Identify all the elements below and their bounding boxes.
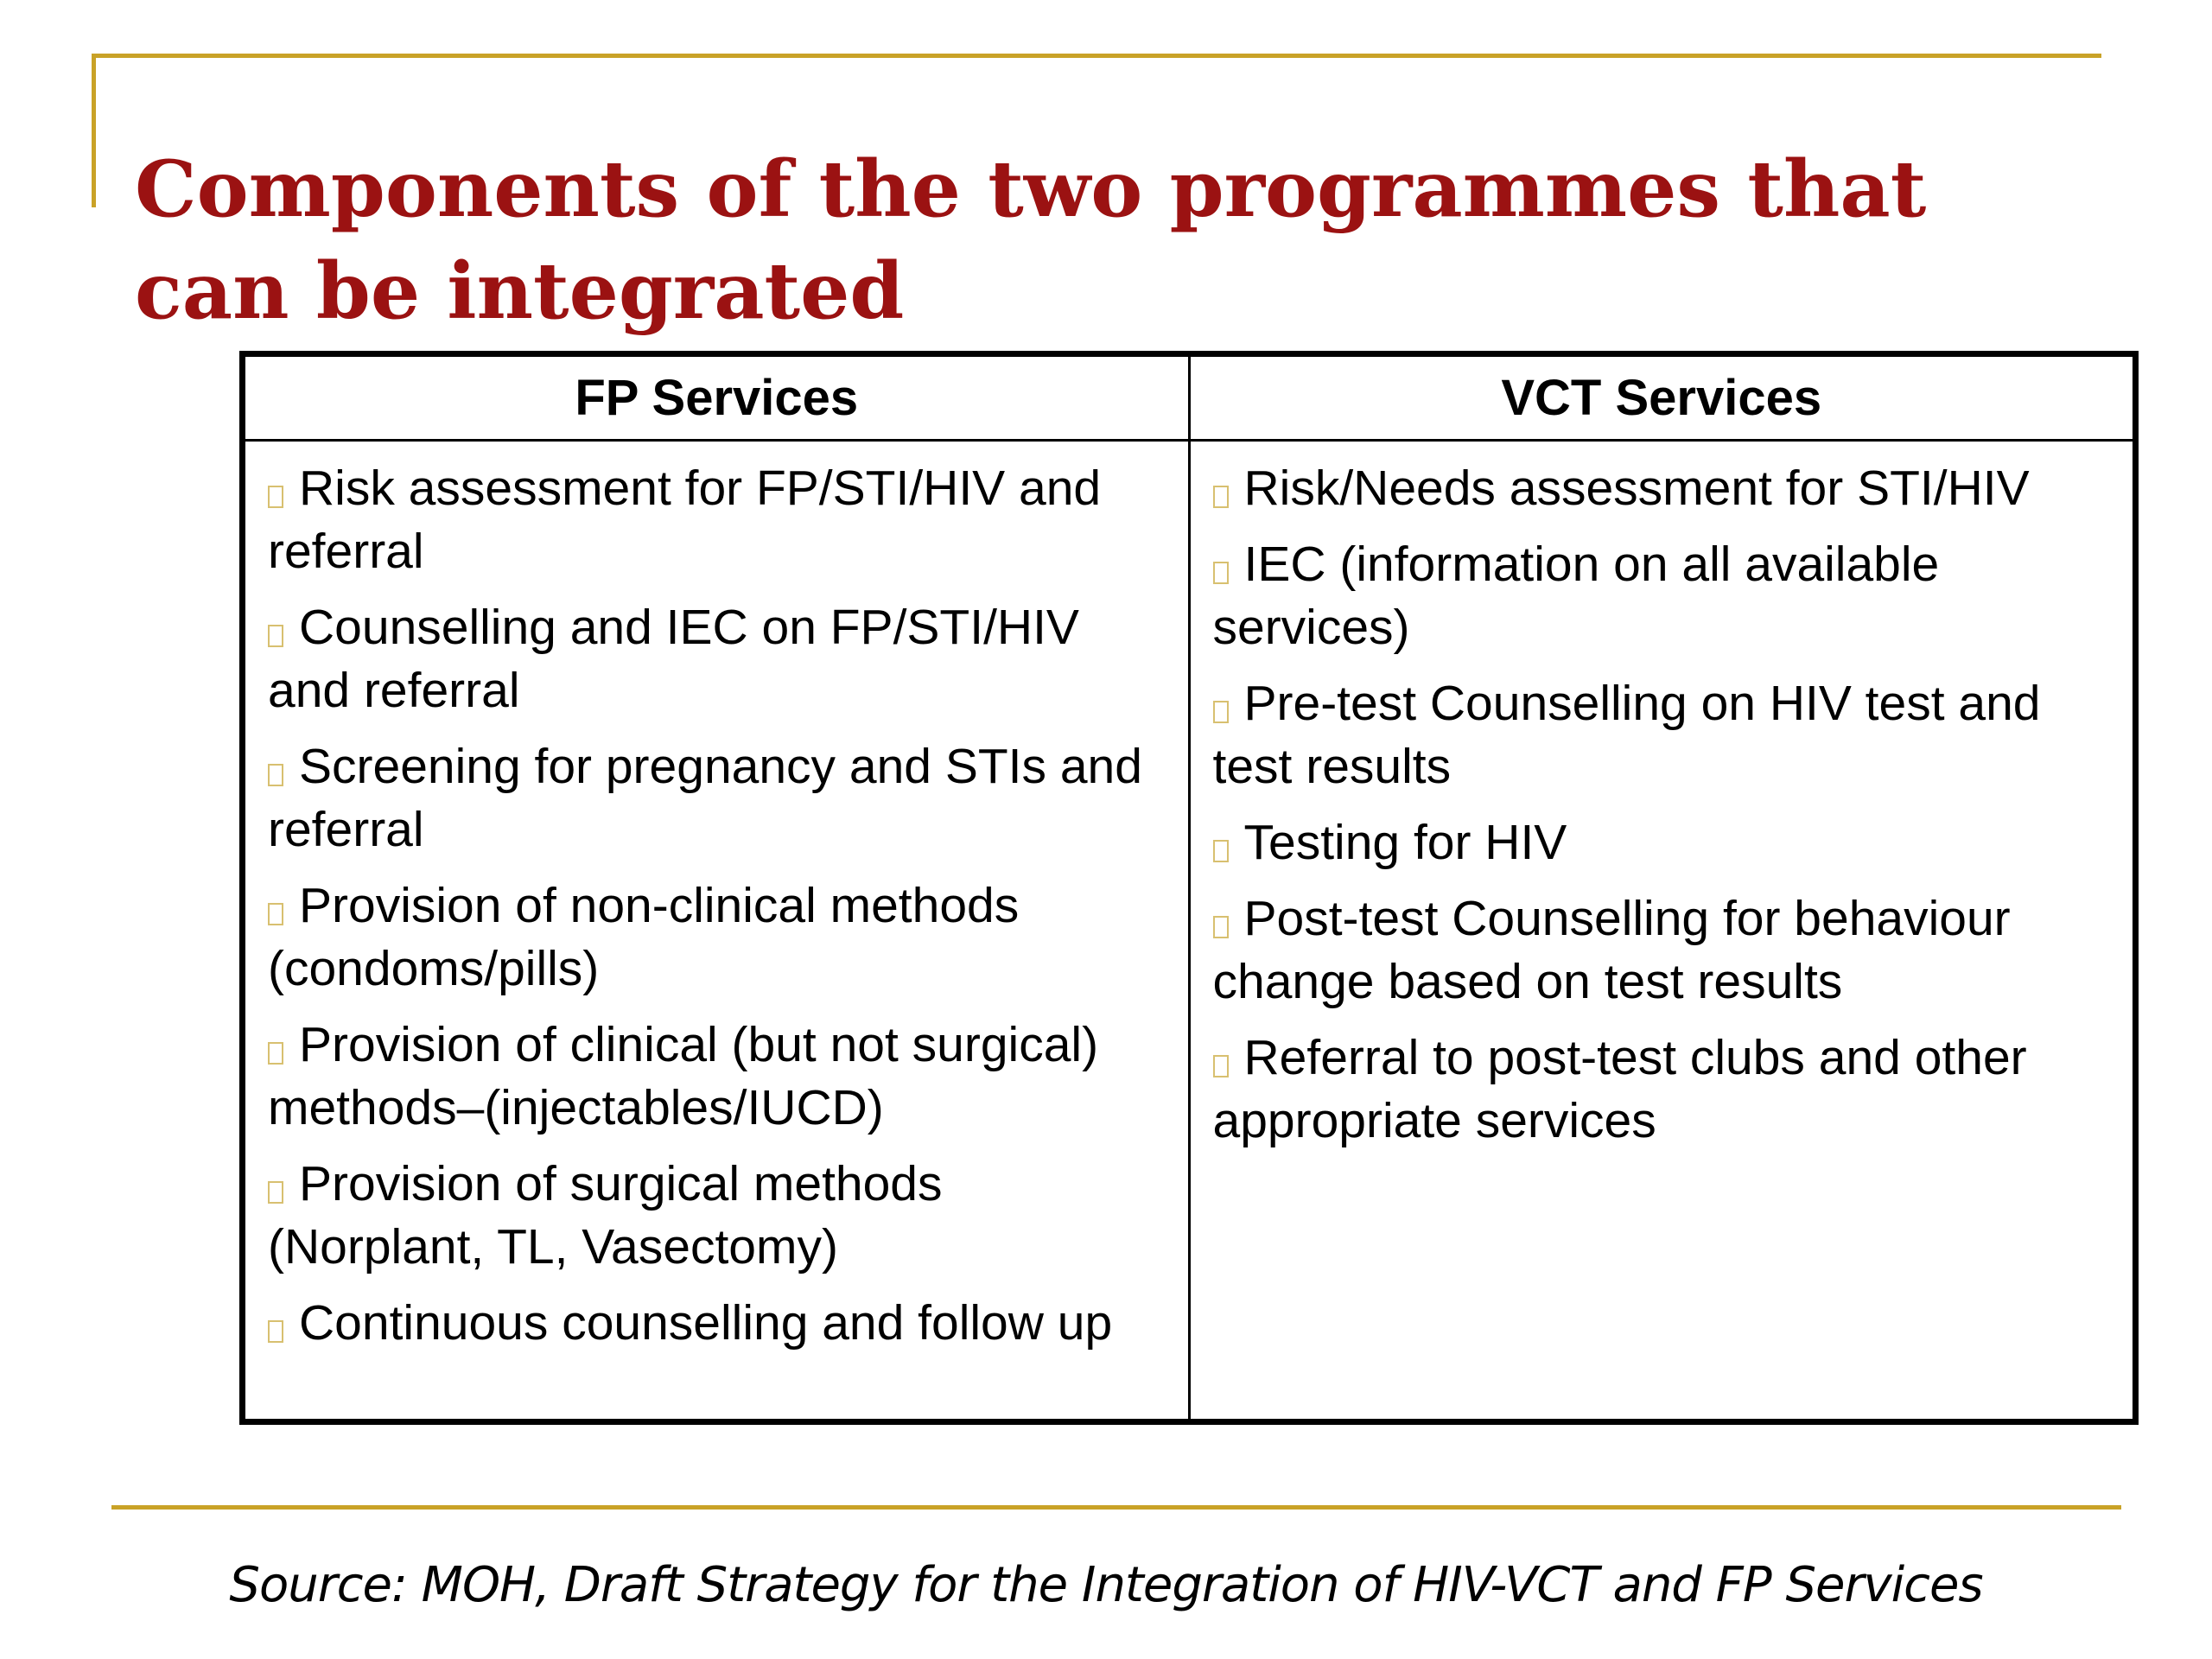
square-bullet-icon <box>268 903 283 925</box>
vct-services-list <box>1213 457 2113 1153</box>
list-item <box>1213 1027 2113 1153</box>
list-item-text: Screening for pregnancy and STIs and referral <box>268 739 1142 857</box>
list-item <box>268 1014 1167 1140</box>
list-item <box>268 457 1167 583</box>
table-body-row <box>243 441 2136 1422</box>
list-item <box>1213 457 2113 520</box>
square-bullet-icon <box>1213 486 1229 508</box>
list-item-text: Risk assessment for FP/STI/HIV and referral <box>268 461 1102 579</box>
square-bullet-icon <box>1213 562 1229 584</box>
square-bullet-icon <box>1213 1055 1229 1077</box>
square-bullet-icon <box>268 1181 283 1204</box>
list-item <box>268 1292 1167 1355</box>
list-item-text: Provision of non-clinical methods (condoms/pills) <box>268 878 1020 996</box>
list-item <box>1213 533 2113 659</box>
square-bullet-icon <box>1213 916 1229 938</box>
table-header-row <box>243 354 2136 441</box>
list-item <box>268 1153 1167 1279</box>
fp-services-header: FP Services <box>243 354 1190 441</box>
list-item-text: Post-test Counselling for behaviour change based on test results <box>1212 891 2011 1009</box>
square-bullet-icon <box>268 625 283 647</box>
list-item <box>1213 887 2113 1014</box>
fp-services-list <box>268 457 1167 1355</box>
list-item-text: Risk/Needs assessment for STI/HIV <box>1243 461 2030 516</box>
list-item <box>268 874 1167 1001</box>
list-item <box>268 596 1167 722</box>
vct-services-cell <box>1189 441 2136 1422</box>
source-citation: Source: MOH, Draft Strategy for the Integration of HIV-VCT and FP Services <box>229 1557 1983 1613</box>
top-decorative-rule <box>92 54 2101 58</box>
list-item <box>1213 811 2113 874</box>
vct-services-header: VCT Services <box>1189 354 2136 441</box>
list-item-text: IEC (information on all available services) <box>1212 537 1940 655</box>
list-item-text: Pre-test Counselling on HIV test and test results <box>1212 676 2041 794</box>
square-bullet-icon <box>1213 701 1229 723</box>
list-item-text: Referral to post-test clubs and other appropriate services <box>1212 1030 2027 1148</box>
list-item-text: Counselling and IEC on FP/STI/HIV and referral <box>268 600 1079 718</box>
list-item <box>268 735 1167 861</box>
square-bullet-icon <box>268 1042 283 1065</box>
slide-title: Components of the two programmes that can be integrated <box>135 143 1927 337</box>
square-bullet-icon <box>268 486 283 508</box>
list-item-text: Provision of clinical (but not surgical) methods–(injectables/IUCD) <box>268 1017 1099 1135</box>
services-table <box>239 351 2139 1425</box>
list-item-text: Provision of surgical methods (Norplant, TL, Vasectomy) <box>268 1156 943 1274</box>
square-bullet-icon <box>268 764 283 786</box>
list-item-text: Continuous counselling and follow up <box>299 1295 1113 1351</box>
fp-services-cell <box>243 441 1190 1422</box>
list-item-text: Testing for HIV <box>1243 815 1567 870</box>
square-bullet-icon <box>268 1320 283 1343</box>
square-bullet-icon <box>1213 840 1229 862</box>
list-item <box>1213 672 2113 798</box>
left-decorative-rule <box>92 54 96 207</box>
bottom-decorative-rule <box>111 1505 2121 1510</box>
